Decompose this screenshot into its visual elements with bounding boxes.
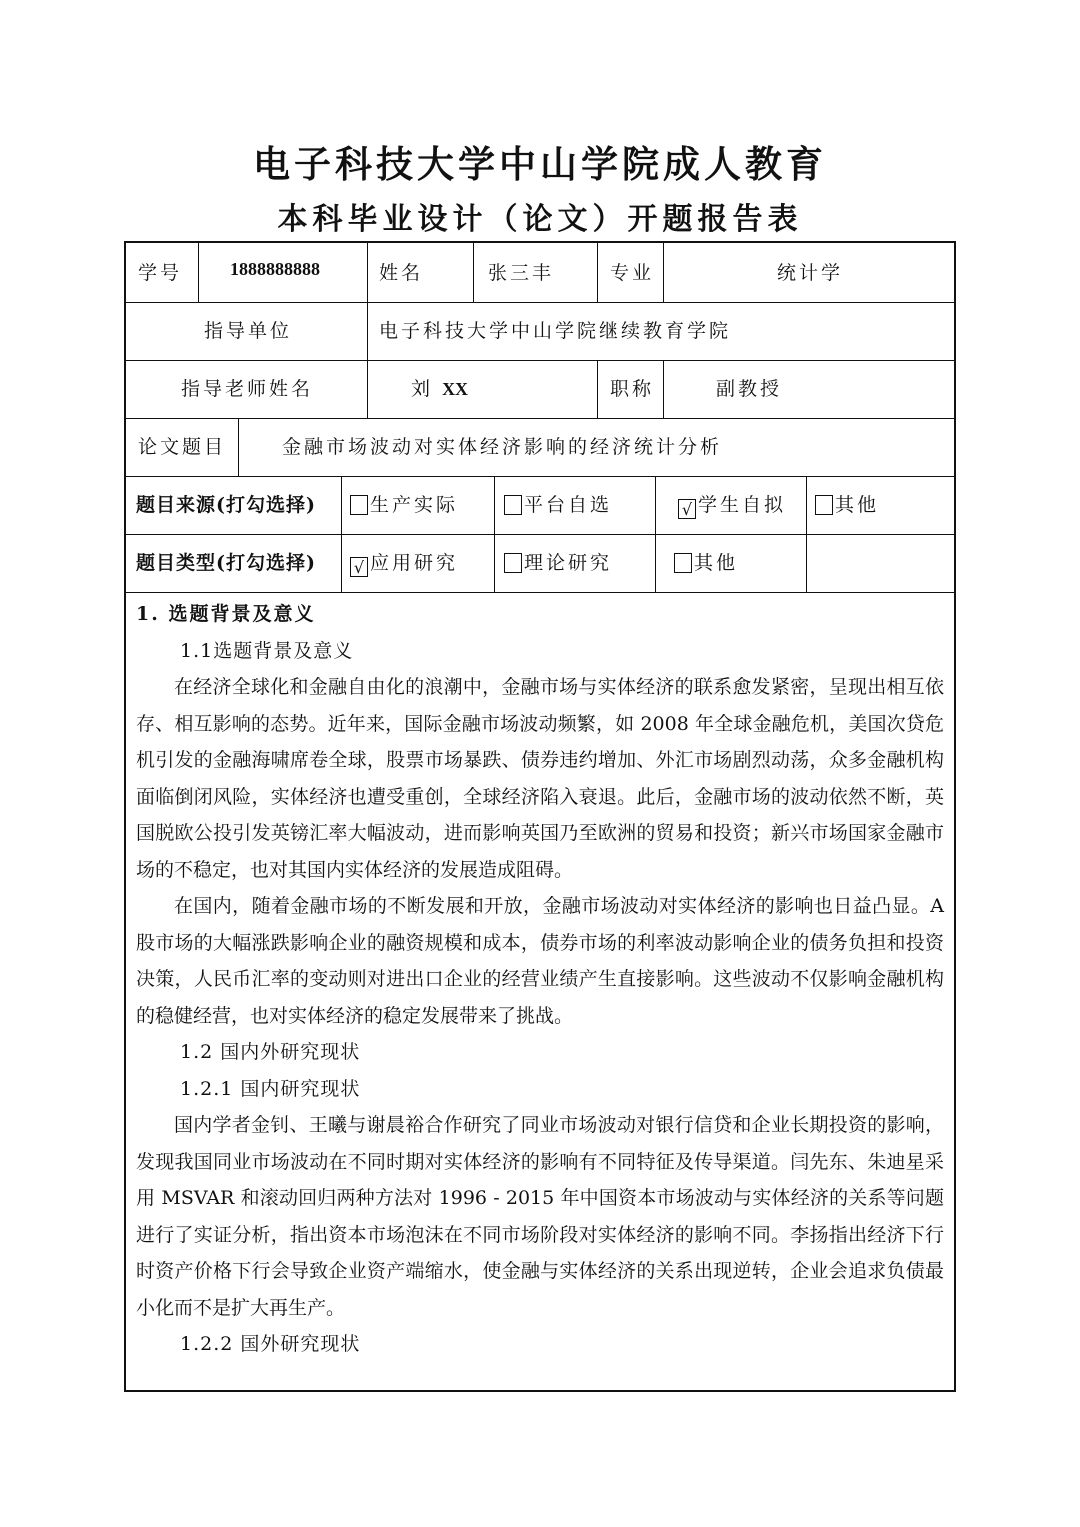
rank-value: 副教授 — [716, 378, 783, 400]
proposal-body — [136, 596, 944, 1363]
subsection-heading: 1.2.2 国外研究现状 — [180, 1333, 361, 1355]
checkbox — [504, 553, 522, 573]
checkbox — [674, 553, 692, 573]
advisor-label: 指导老师姓名 — [181, 378, 314, 400]
rank-label: 职称 — [610, 378, 655, 400]
source-option-self[interactable]: √ 学生自拟 — [678, 493, 786, 519]
paragraph: 在国内，随着金融市场的不断发展和开放，金融市场波动对实体经济的影响也日益凸显。A 股市场的大幅涨跌影响企业的融资规模和成本，债券市场的利率波动影响企业的债务负担和投资决策，人民币汇率的变动则对进出口企业的经营业绩产生直接影响。这些波动不仅影响金融机构的稳健经营，也对实体经济的稳定发展带来了挑战。 — [136, 895, 944, 1027]
type-option-theory[interactable]: 理论研究 — [504, 551, 612, 575]
checkbox — [504, 495, 522, 515]
checkbox — [815, 495, 833, 515]
major-value: 统计学 — [777, 262, 844, 284]
checkbox — [350, 495, 368, 515]
checkbox-checked: √ — [678, 499, 696, 519]
paragraph: 国内学者金钊、王曦与谢晨裕合作研究了同业市场波动对银行信贷和企业长期投资的影响，发现我国同业市场波动在不同时期对实体经济的影响有不同特征及传导渠道。闫先东、朱迪星采用 MSVAR 和滚动回归两种方法对 1996 - 2015 年中国资本市场波动与实体经济的关系等问题进行了实证分析，指出资本市场泡沫在不同市场阶段对实体经济的影响不同。李扬指出经济下行时资产价格下行会导致企业资产端缩水，使金融与实体经济的关系出现逆转，企业会追求负债最小化而不是扩大再生产。 — [136, 1114, 944, 1319]
topic-label: 论文题目 — [138, 436, 227, 458]
type-option-other[interactable]: 其他 — [674, 551, 738, 575]
type-option-applied[interactable]: √ 应用研究 — [350, 551, 458, 577]
student-id-value: 1888888888 — [230, 259, 320, 279]
source-option-other[interactable]: 其他 — [815, 493, 879, 517]
student-id-label: 学号 — [138, 262, 183, 284]
proposal-form — [124, 241, 956, 1392]
advisor-value: 刘 XX — [411, 378, 469, 400]
section-heading: 1. 选题背景及意义 — [136, 603, 316, 625]
document-title: 电子科技大学中山学院成人教育 — [253, 142, 827, 186]
source-option-platform[interactable]: 平台自选 — [504, 493, 612, 517]
subsection-heading: 1.2.1 国内研究现状 — [180, 1077, 361, 1100]
major-label: 专业 — [610, 262, 655, 284]
source-option-production[interactable]: 生产实际 — [350, 493, 458, 517]
subsection-heading: 1.1选题背景及意义 — [180, 639, 354, 662]
type-label: 题目类型(打勾选择) — [136, 552, 316, 574]
name-value: 张三丰 — [488, 262, 555, 284]
unit-label: 指导单位 — [204, 320, 293, 342]
subsection-heading: 1.2 国内外研究现状 — [180, 1041, 361, 1063]
source-label: 题目来源(打勾选择) — [136, 494, 316, 516]
checkbox-checked: √ — [350, 557, 368, 577]
document-subtitle: 本科毕业设计（论文）开题报告表 — [277, 202, 803, 237]
paragraph: 在经济全球化和金融自由化的浪潮中，金融市场与实体经济的联系愈发紧密，呈现出相互依存、相互影响的态势。近年来，国际金融市场波动频繁，如 2008 年全球金融危机，美国次贷危机引发的金融海啸席卷全球，股票市场暴跌、债券违约增加、外汇市场剧烈动荡，众多金融机构面临倒闭风险，实体经济也遭受重创，全球经济陷入衰退。此后，金融市场的波动依然不断，英国脱欧公投引发英镑汇率大幅波动，进而影响英国乃至欧洲的贸易和投资；新兴市场国家金融市场的不稳定，也对其国内实体经济的发展造成阻碍。 — [136, 676, 944, 881]
unit-value: 电子科技大学中山学院继续教育学院 — [379, 320, 732, 342]
topic-value: 金融市场波动对实体经济影响的经济统计分析 — [282, 436, 723, 458]
name-label: 姓名 — [379, 262, 424, 284]
